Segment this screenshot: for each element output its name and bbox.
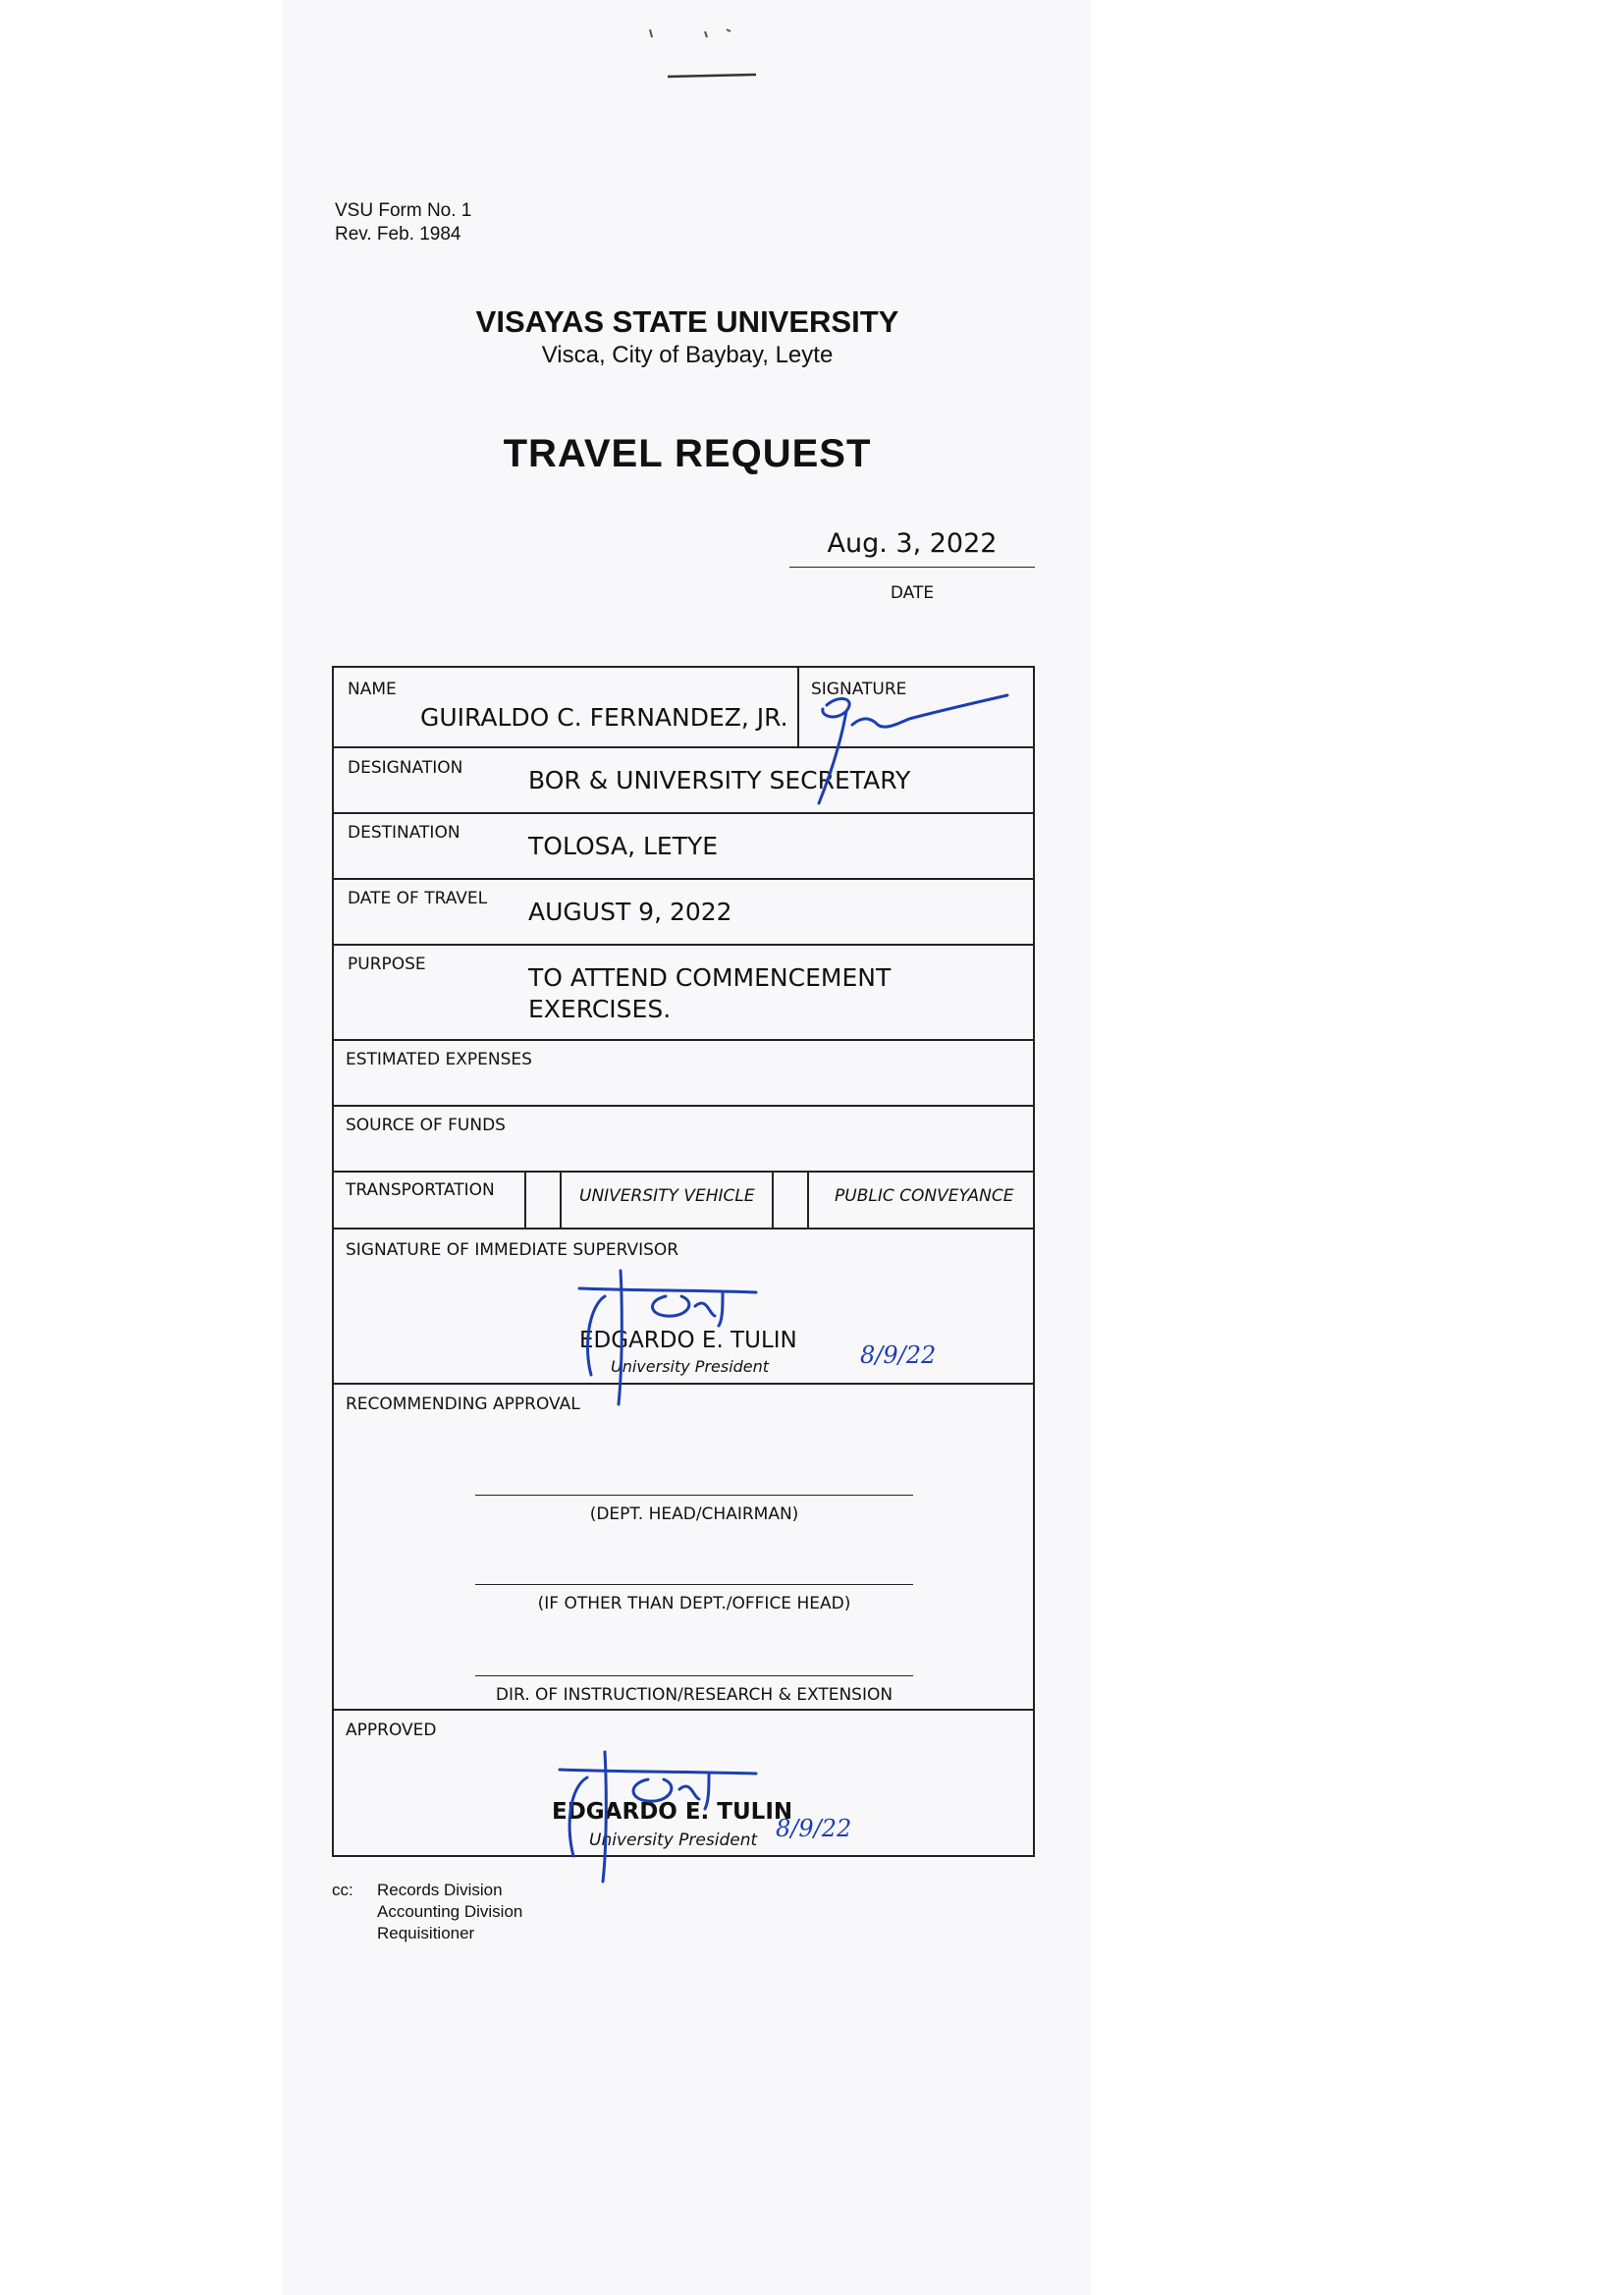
other-head-signature-line [475,1584,913,1585]
signature-label: SIGNATURE [811,680,907,699]
row-divider [334,1105,1033,1107]
transport-divider [772,1171,774,1228]
date-of-travel-value[interactable]: AUGUST 9, 2022 [528,898,732,926]
row-divider [334,878,1033,880]
designation-value[interactable]: BOR & UNIVERSITY SECRETARY [528,766,911,794]
supervisor-label: SIGNATURE OF IMMEDIATE SUPERVISOR [346,1240,679,1260]
dept-head-label: (DEPT. HEAD/CHAIRMAN) [589,1504,799,1524]
dept-head-signature-line [475,1495,913,1496]
supervisor-initial-date: 8/9/22 [860,1341,937,1369]
purpose-label: PURPOSE [348,955,426,974]
cc-recipient: Requisitioner [377,1924,475,1942]
page-title: TRAVEL REQUEST [503,432,872,475]
director-label: DIR. OF INSTRUCTION/RESEARCH & EXTENSION [495,1685,893,1705]
form-number [335,199,471,246]
supervisor-name: EDGARDO E. TULIN [579,1328,797,1353]
estimated-expenses-label: ESTIMATED EXPENSES [346,1050,532,1069]
approver-signature [530,1738,864,1885]
transport-divider [524,1171,526,1228]
destination-value[interactable]: TOLOSA, LETYE [528,832,719,860]
other-head-label: (IF OTHER THAN DEPT./OFFICE HEAD) [537,1594,851,1613]
row-divider [334,1228,1033,1229]
approver-title: University President [589,1831,758,1850]
university-vehicle-option[interactable]: UNIVERSITY VEHICLE [579,1186,755,1206]
public-conveyance-option[interactable]: PUBLIC CONVEYANCE [835,1186,1014,1206]
row-divider [334,944,1033,946]
row-divider [334,1709,1033,1711]
requester-signature [762,685,1017,813]
date-value[interactable]: Aug. 3, 2022 [827,528,998,559]
purpose-line-1: TO ATTEND COMMENCEMENT [528,963,892,992]
transport-divider [560,1171,562,1228]
supervisor-signature [550,1267,884,1414]
university-name: VISAYAS STATE UNIVERSITY [475,304,899,339]
name-label: NAME [348,680,397,699]
approved-label: APPROVED [346,1721,437,1740]
transportation-label: TRANSPORTATION [346,1180,495,1200]
row-divider [334,1171,1033,1173]
director-signature-line [475,1675,913,1676]
date-underline [789,567,1035,568]
transport-divider [807,1171,809,1228]
university-address: Visca, City of Baybay, Leyte [541,342,834,368]
purpose-line-2: EXERCISES. [528,995,672,1023]
cc-label: cc: [332,1881,353,1899]
name-value[interactable]: GUIRALDO C. FERNANDEZ, JR. [420,703,788,732]
date-of-travel-label: DATE OF TRAVEL [348,889,488,908]
designation-label: DESIGNATION [348,758,463,778]
staple-mark [628,20,795,88]
purpose-value[interactable] [528,962,891,1025]
date-label: DATE [890,583,935,603]
cc-recipient: Accounting Division [377,1902,523,1921]
source-of-funds-label: SOURCE OF FUNDS [346,1116,506,1135]
approver-initial-date: 8/9/22 [776,1815,852,1842]
form-revision: Rev. Feb. 1984 [335,224,461,245]
approver-name: EDGARDO E. TULIN [552,1799,793,1825]
destination-label: DESTINATION [348,823,460,843]
cc-recipient: Records Division [377,1881,503,1899]
recommending-approval-label: RECOMMENDING APPROVAL [346,1394,580,1414]
row-divider [334,1039,1033,1041]
supervisor-title: University President [611,1357,770,1376]
form-number-text: VSU Form No. 1 [335,200,472,221]
travel-request-form [332,666,1035,1857]
